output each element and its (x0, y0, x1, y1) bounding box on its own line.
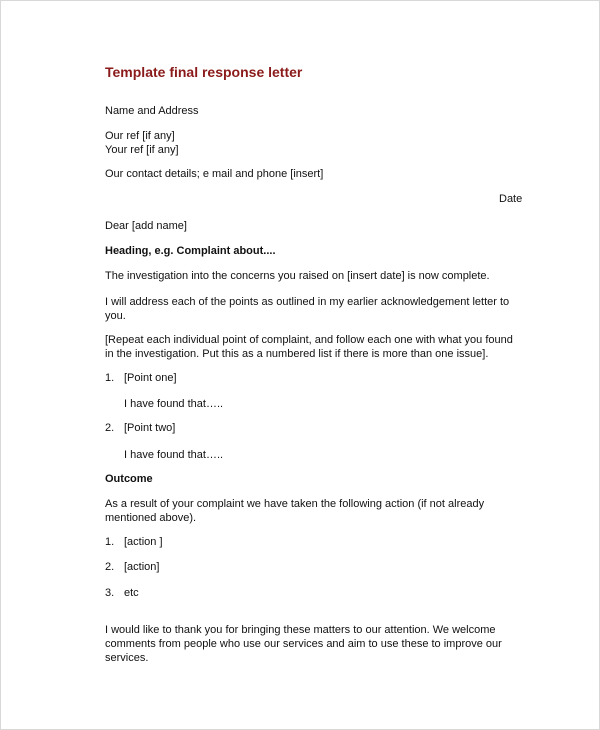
point-finding: I have found that….. (124, 449, 224, 461)
repeat-paragraph-line-1: [Repeat each individual point of complaint, and follow each one with what you found (105, 334, 513, 346)
investigation-paragraph: The investigation into the concerns you raised on [insert date] is now complete. (105, 270, 490, 282)
thanks-paragraph-line-3: services. (105, 652, 149, 664)
our-ref: Our ref [if any] (105, 130, 175, 142)
outcome-paragraph-line-1: As a result of your complaint we have taken the following action (if not already (105, 498, 485, 510)
point-label: [Point one] (124, 372, 177, 384)
address-paragraph-line-1: I will address each of the points as outlined in my earlier acknowledgement letter to (105, 296, 510, 308)
repeat-paragraph-line-2: in the investigation. Put this as a numbered list if there is more than one issue]. (105, 348, 489, 360)
action-number: 2. (105, 561, 115, 573)
letter-title: Template final response letter (105, 64, 303, 80)
outcome-paragraph-line-2: mentioned above). (105, 512, 197, 524)
point-finding: I have found that….. (124, 398, 224, 410)
thanks-paragraph-line-1: I would like to thank you for bringing these matters to our attention. We welcome (105, 624, 496, 636)
thanks-paragraph-line-2: comments from people who use our services and aim to use these to improve our (105, 638, 502, 650)
contact-details: Our contact details; e mail and phone [insert] (105, 168, 324, 180)
your-ref: Your ref [if any] (105, 144, 179, 156)
action-number: 1. (105, 536, 115, 548)
address-paragraph-line-2: you. (105, 310, 126, 322)
date-field: Date (499, 193, 523, 205)
point-number: 1. (105, 372, 115, 384)
action-number: 3. (105, 587, 115, 599)
action-label: etc (124, 587, 139, 599)
action-label: [action] (124, 561, 160, 573)
point-number: 2. (105, 422, 115, 434)
outcome-heading: Outcome (105, 473, 153, 485)
salutation: Dear [add name] (105, 220, 187, 232)
name-address: Name and Address (105, 105, 199, 117)
action-label: [action ] (124, 536, 163, 548)
letter-heading: Heading, e.g. Complaint about.... (105, 245, 276, 257)
point-label: [Point two] (124, 422, 176, 434)
